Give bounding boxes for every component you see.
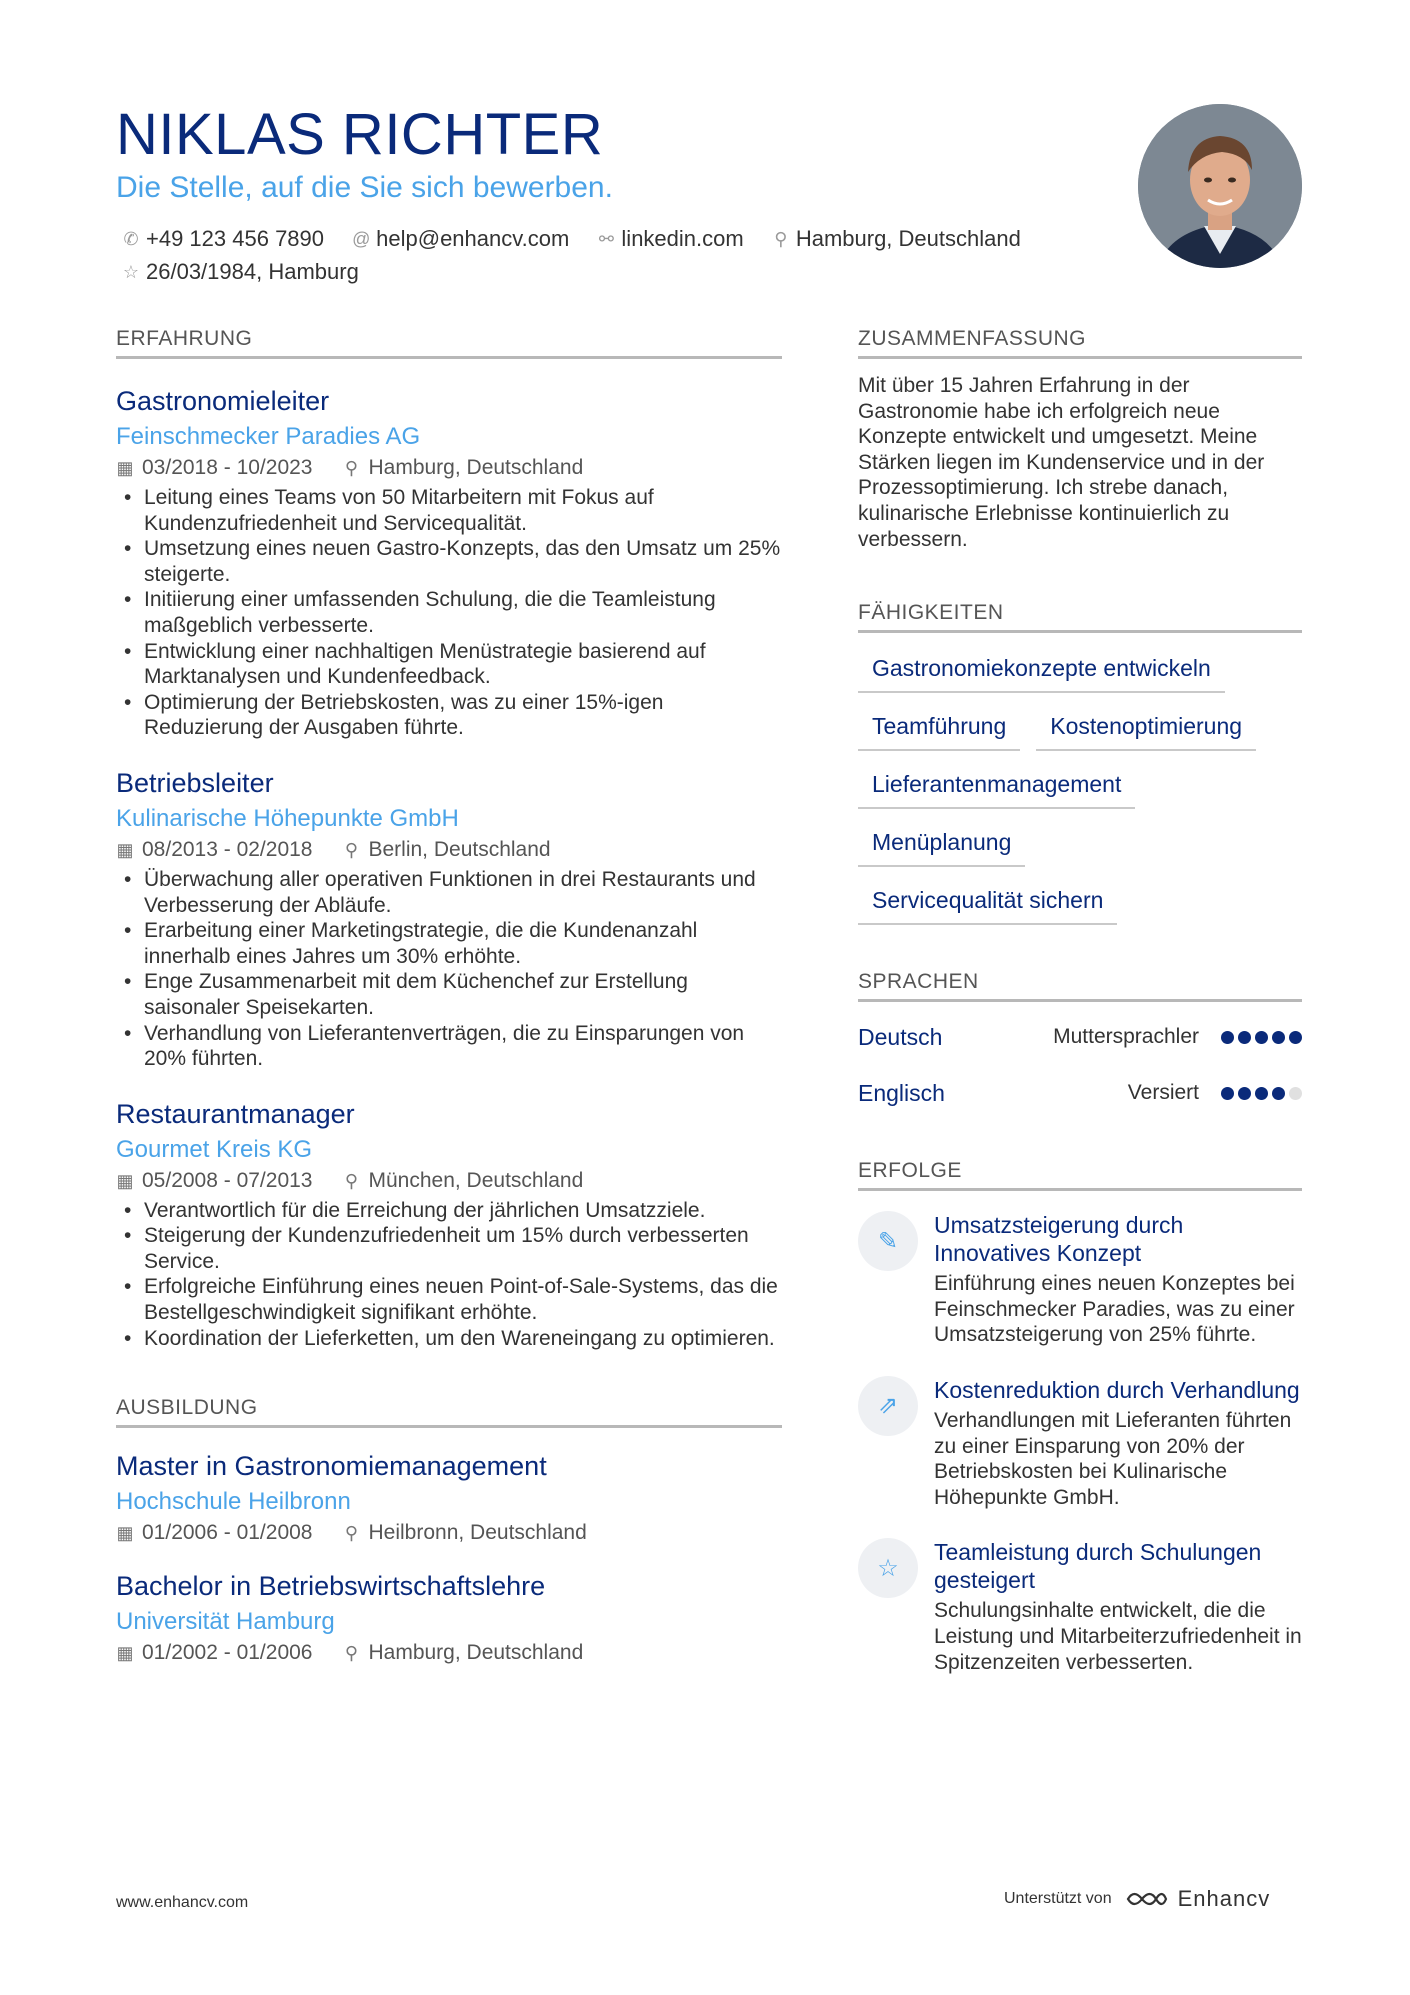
job-meta: [116, 453, 782, 483]
achievement-title: Umsatzsteigerung durch Innovatives Konzept: [934, 1212, 1184, 1267]
phone-text: +49 123 456 7890: [146, 226, 325, 251]
degree-title: Master in Gastronomiemanagement: [116, 1451, 547, 1482]
job-title: Restaurantmanager: [116, 1098, 355, 1129]
achievement-item: [858, 1211, 1302, 1348]
linkedin-text: linkedin.com: [621, 226, 744, 251]
education-dates: 01/2006 - 01/2008: [142, 1521, 313, 1545]
education-entry: [116, 1448, 782, 1548]
location-pin-icon: ⚲: [344, 1523, 359, 1544]
language-row: [858, 1016, 1302, 1058]
right-column: [858, 326, 1302, 1675]
skill-tag: Menüplanung: [858, 823, 1025, 867]
education-entry: [116, 1568, 782, 1668]
footer-branding: [1004, 1886, 1270, 1912]
brand-logo[interactable]: [1124, 1886, 1271, 1912]
calendar-icon: ▦: [116, 1170, 134, 1191]
level-dot: [1255, 1031, 1268, 1044]
skill-tag: Lieferantenmanagement: [858, 765, 1135, 809]
calendar-icon: ▦: [116, 458, 134, 478]
link-icon: ⚯: [598, 229, 614, 249]
level-dot-empty: [1289, 1087, 1302, 1100]
education-dates: 01/2002 - 01/2006: [142, 1641, 313, 1665]
location-pin-icon: ⚲: [344, 1643, 359, 1664]
bullet-item: • Entwicklung einer nachhaltigen Menüstrategie basierend auf Marktanalysen und Kundenfeedback.: [116, 639, 782, 690]
bullet-item: • Erfolgreiche Einführung eines neuen Point-of-Sale-Systems, das die Bestellgeschwindigkeit signifikant erhöhte.: [116, 1274, 782, 1325]
summary-text: Mit über 15 Jahren Erfahrung in der Gastronomie habe ich erfolgreich neue Konzepte entwickelt und umgesetzt. Meine Stärken liegen im Kundenservice und in der Prozessoptimierung. Ich strebe danach, kulinarische Erlebnisse kontinuierlich zu verbessern.: [858, 374, 1265, 551]
level-dot: [1221, 1031, 1234, 1044]
calendar-icon: ▦: [116, 1643, 134, 1664]
skill-tag: Servicequalität sichern: [858, 881, 1117, 925]
left-column: [116, 326, 782, 1668]
location-pin-icon: ⚲: [344, 839, 359, 860]
language-dots: [1217, 1087, 1302, 1100]
level-dot: [1221, 1087, 1234, 1100]
percent-arrow-icon: ⇗: [858, 1376, 918, 1436]
job-bullets: [116, 485, 782, 741]
location-pin-icon: ⚲: [774, 229, 788, 249]
email-text: help@enhancv.com: [376, 226, 570, 251]
job-dates: 08/2013 - 02/2018: [142, 837, 313, 861]
bullet-item: • Steigerung der Kundenzufriedenheit um 15% durch verbesserten Service.: [116, 1223, 782, 1274]
powered-by-text: Unterstützt von: [1004, 1890, 1112, 1907]
education-section-title: AUSBILDUNG: [116, 1395, 782, 1428]
experience-entry: [116, 383, 782, 741]
job-headline: Die Stelle, auf die Sie sich bewerben.: [116, 171, 613, 204]
achievement-item: [858, 1538, 1302, 1675]
experience-entry: [116, 765, 782, 1072]
achievements-section-title: ERFOLGE: [858, 1158, 1302, 1191]
language-level: Versiert: [1127, 1081, 1199, 1105]
location-pin-icon: ⚲: [344, 1170, 359, 1191]
achievement-title: Kostenreduktion durch Verhandlung: [934, 1376, 1300, 1403]
language-dots: [1217, 1031, 1302, 1044]
language-name: Englisch: [858, 1079, 945, 1106]
job-bullets: [116, 1198, 782, 1352]
candidate-name: NIKLAS RICHTER: [116, 102, 604, 167]
calendar-icon: ▦: [116, 839, 134, 860]
school-name: Hochschule Heilbronn: [116, 1488, 351, 1516]
location-text: Hamburg, Deutschland: [795, 226, 1021, 251]
location-pin-icon: ⚲: [344, 458, 359, 478]
language-name: Deutsch: [858, 1023, 943, 1050]
skill-tag: Kostenoptimierung: [1036, 707, 1256, 751]
language-level: Muttersprachler: [1053, 1025, 1199, 1049]
achievement-desc: Schulungsinhalte entwickelt, die die Leistung und Mitarbeiterzufriedenheit in Spitzenzeiten verbesserten.: [934, 1599, 1302, 1674]
magic-wand-icon: ✎: [858, 1211, 918, 1271]
job-dates: 03/2018 - 10/2023: [142, 456, 313, 479]
achievement-desc: Einführung eines neuen Konzeptes bei Feinschmecker Paradies, was zu einer Umsatzsteigerung von 25% führte.: [934, 1272, 1295, 1347]
skill-tag: Teamführung: [858, 707, 1020, 751]
bullet-item: • Initiierung einer umfassenden Schulung, die die Teamleistung maßgeblich verbesserte.: [116, 587, 782, 638]
phone-icon: ✆: [123, 229, 139, 249]
contact-location: [772, 223, 1021, 255]
contact-birth: [122, 256, 359, 288]
level-dot: [1272, 1087, 1285, 1100]
star-icon: ☆: [858, 1538, 918, 1598]
skill-tag: Gastronomiekonzepte entwickeln: [858, 649, 1225, 693]
experience-section-title: ERFAHRUNG: [116, 326, 782, 359]
at-icon: @: [352, 229, 371, 249]
bullet-item: • Verhandlung von Lieferantenverträgen, die zu Einsparungen von 20% führten.: [116, 1021, 782, 1072]
languages-section-title: SPRACHEN: [858, 969, 1302, 1002]
job-location: Hamburg, Deutschland: [368, 456, 584, 479]
level-dot: [1272, 1031, 1285, 1044]
degree-title: Bachelor in Betriebswirtschaftslehre: [116, 1571, 546, 1602]
contact-phone[interactable]: [122, 223, 324, 255]
enhancv-logo-icon: [1124, 1887, 1170, 1911]
company-name: Feinschmecker Paradies AG: [116, 423, 421, 450]
company-name: Gourmet Kreis KG: [116, 1135, 313, 1163]
job-meta: [116, 1166, 782, 1196]
education-location: Hamburg, Deutschland: [368, 1641, 584, 1665]
contact-email[interactable]: [352, 223, 569, 255]
contact-info: [122, 222, 1072, 288]
bullet-item: • Koordination der Lieferketten, um den Wareneingang zu optimieren.: [116, 1326, 782, 1352]
avatar-illustration: [1138, 104, 1302, 268]
summary-section-title: ZUSAMMENFASSUNG: [858, 326, 1302, 359]
bullet-item: • Optimierung der Betriebskosten, was zu einer 15%-igen Reduzierung der Ausgaben führte.: [116, 690, 782, 741]
contact-linkedin[interactable]: [597, 223, 743, 255]
bullet-item: • Umsetzung eines neuen Gastro-Konzepts, das den Umsatz um 25% steigerte.: [116, 536, 782, 587]
education-location: Heilbronn, Deutschland: [368, 1521, 587, 1545]
birth-text: 26/03/1984, Hamburg: [146, 259, 359, 284]
bullet-item: • Enge Zusammenarbeit mit dem Küchenchef zur Erstellung saisonaler Speisekarten.: [116, 969, 782, 1020]
achievement-desc: Verhandlungen mit Lieferanten führten zu einer Einsparung von 20% der Betriebskosten bei Kulinarische Höhepunkte GmbH.: [934, 1408, 1292, 1509]
bullet-item: • Leitung eines Teams von 50 Mitarbeitern mit Fokus auf Kundenzufriedenheit und Servicequalität.: [116, 485, 782, 536]
company-name: Kulinarische Höhepunkte GmbH: [116, 804, 459, 832]
bullet-item: • Erarbeitung einer Marketingstrategie, die die Kundenanzahl innerhalb eines Jahres um 30% erhöhte.: [116, 918, 782, 969]
education-meta: [116, 1638, 782, 1668]
education-meta: [116, 1518, 782, 1548]
job-meta: [116, 835, 782, 865]
bullet-item: • Verantwortlich für die Erreichung der jährlichen Umsatzziele.: [116, 1198, 782, 1224]
achievement-item: [858, 1376, 1302, 1510]
language-row: [858, 1072, 1302, 1114]
level-dot: [1238, 1087, 1251, 1100]
experience-entry: [116, 1096, 782, 1352]
job-location: Berlin, Deutschland: [368, 837, 551, 861]
school-name: Universität Hamburg: [116, 1608, 335, 1636]
profile-photo: [1138, 104, 1302, 268]
job-dates: 05/2008 - 07/2013: [142, 1168, 313, 1192]
level-dot: [1238, 1031, 1251, 1044]
job-title: Betriebsleiter: [116, 767, 274, 798]
job-title: Gastronomieleiter: [116, 386, 330, 416]
job-bullets: [116, 867, 782, 1072]
job-location: München, Deutschland: [368, 1168, 584, 1192]
achievement-title: Teamleistung durch Schulungen gesteigert: [934, 1539, 1262, 1594]
bullet-item: • Überwachung aller operativen Funktionen in drei Restaurants und Verbesserung der Abläufe.: [116, 867, 782, 918]
star-outline-icon: ☆: [122, 262, 140, 282]
calendar-icon: ▦: [116, 1523, 134, 1544]
brand-name: Enhancv: [1177, 1886, 1271, 1911]
footer-website[interactable]: www.enhancv.com: [116, 1894, 249, 1911]
skills-list: [858, 649, 1302, 925]
skills-section-title: FÄHIGKEITEN: [858, 600, 1302, 633]
level-dot: [1255, 1087, 1268, 1100]
level-dot: [1289, 1031, 1302, 1044]
